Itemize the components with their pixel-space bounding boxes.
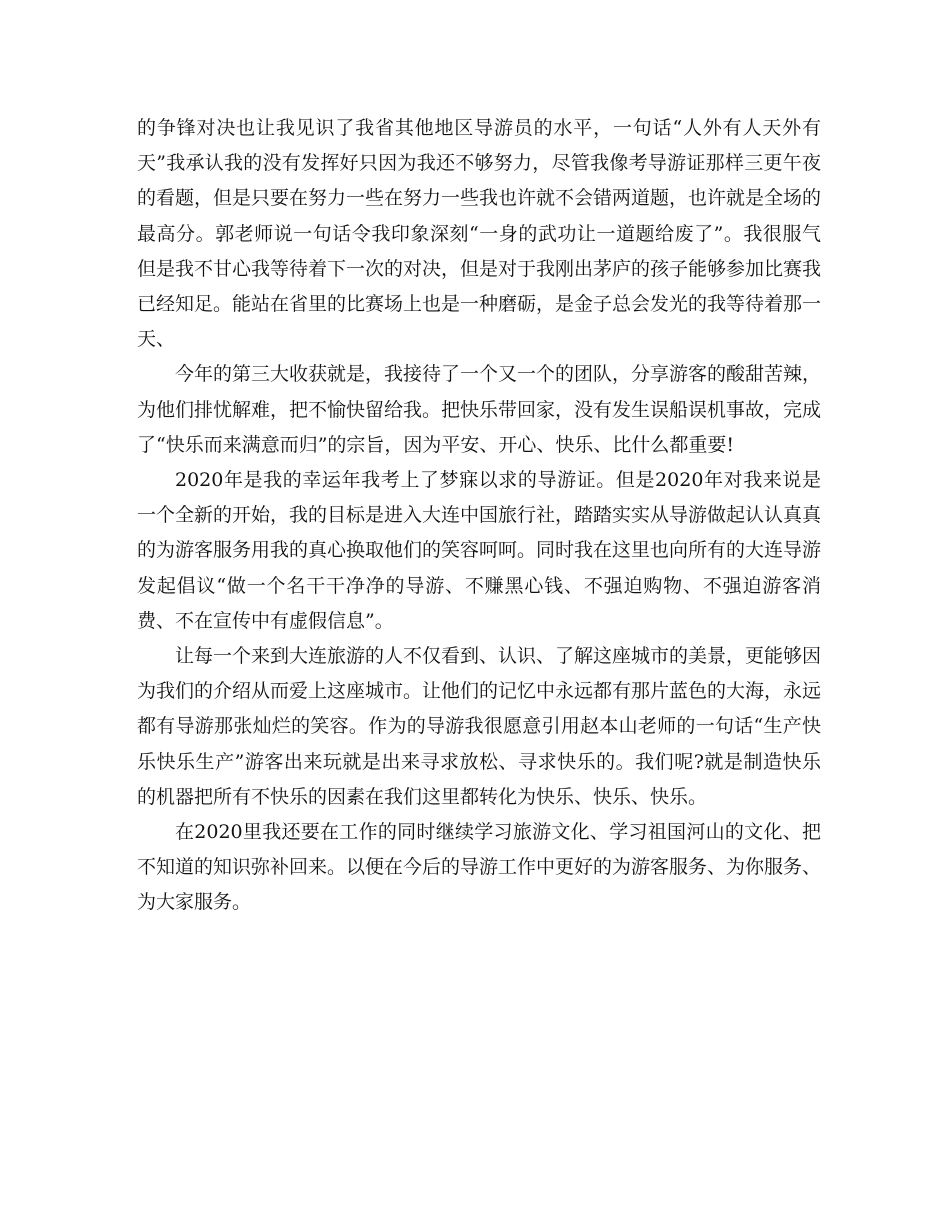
document-body (137, 111, 821, 921)
paragraph-5: 在2020里我还要在工作的同时继续学习旅游文化、学习祖国河山的文化、把不知道的知识弥补回来。以便在今后的导游工作中更好的为游客服务、为你服务、为大家服务。 (137, 821, 822, 914)
paragraph-4: 让每一个来到大连旅游的人不仅看到、认识、了解这座城市的美景，更能够因为我们的介绍从而爱上这座城市。让他们的记忆中永远都有那片蓝色的大海，永远都有导游那张灿烂的笑容。作为的导游我很愿意引用赵本山老师的一句话“生产快乐快乐生产”游客出来玩就是出来寻求放松、寻求快乐的。我们呢?就是制造快乐的机器把所有不快乐的因素在我们这里都转化为快乐、快乐、快乐。 (137, 645, 822, 808)
paragraph-1: 的争锋对决也让我见识了我省其他地区导游员的水平，一句话“人外有人天外有天”我承认我的没有发挥好只因为我还不够努力，尽管我像考导游证那样三更午夜的看题，但是只要在努力一些在努力一些我也许就不会错两道题，也许就是全场的最高分。郭老师说一句话令我印象深刻“一身的武功让一道题给废了”。我很服气但是我不甘心我等待着下一次的对决，但是对于我刚出茅庐的孩子能够参加比赛我已经知足。能站在省里的比赛场上也是一种磨砺，是金子总会发光的我等待着那一天、 (137, 117, 822, 351)
paragraph-2: 今年的第三大收获就是，我接待了一个又一个的团队，分享游客的酸甜苦辣，为他们排忧解难，把不愉快留给我。把快乐带回家，没有发生误船误机事故，完成了“快乐而来满意而归”的宗旨，因为平安、开心、快乐、比什么都重要! (137, 363, 822, 456)
paragraph-3: 2020年是我的幸运年我考上了梦寐以求的导游证。但是2020年对我来说是一个全新的开始，我的目标是进入大连中国旅行社，踏踏实实从导游做起认认真真的为游客服务用我的真心换取他们的笑容呵呵。同时我在这里也向所有的大连导游发起倡议“做一个名干干净净的导游、不赚黑心钱、不强迫购物、不强迫游客消费、不在宣传中有虚假信息”。 (137, 469, 822, 632)
